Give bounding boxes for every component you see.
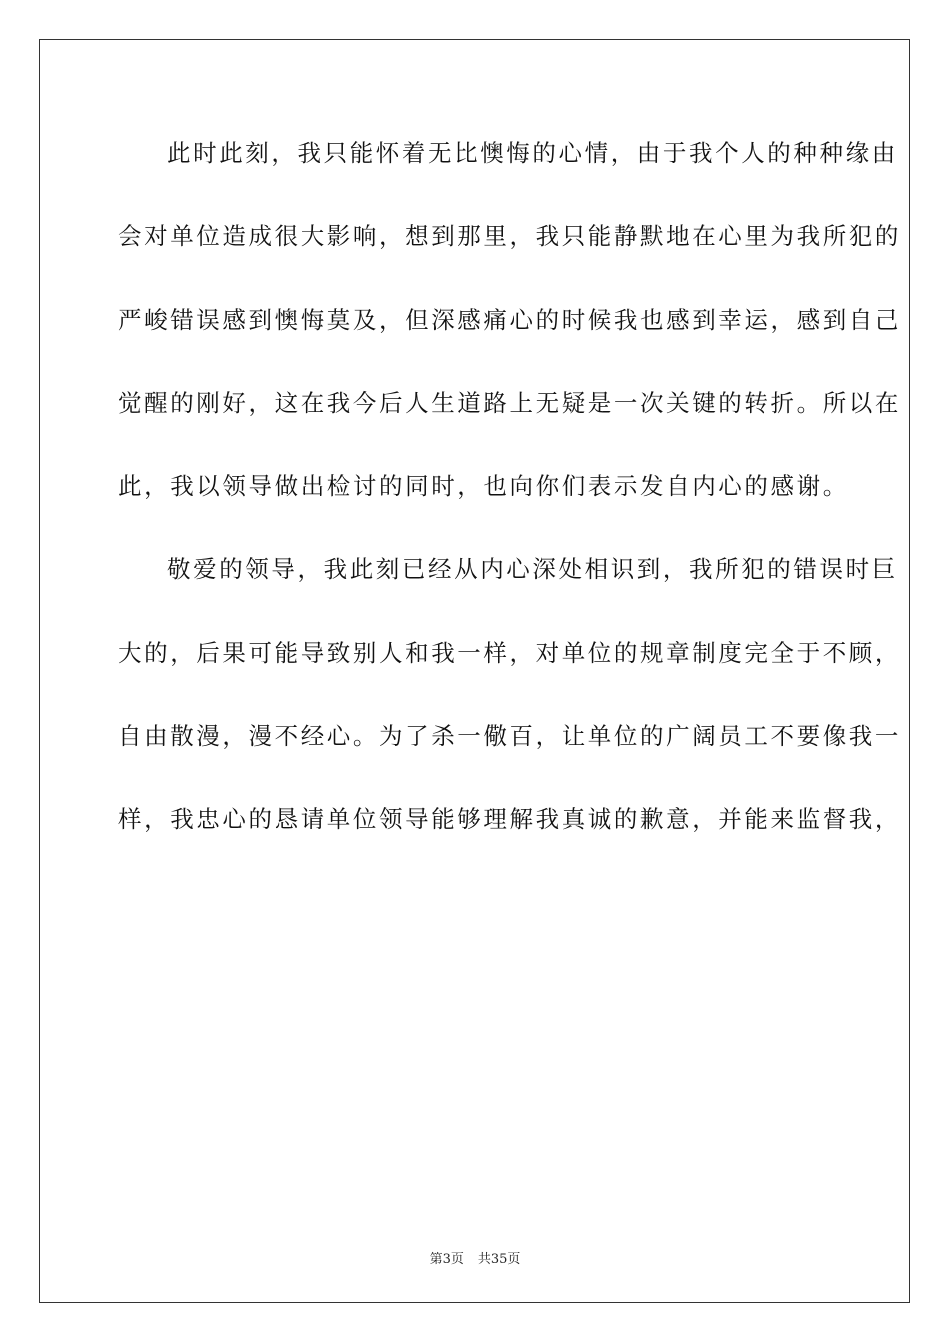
paragraph-line: 觉醒的刚好，这在我今后人生道路上无疑是一次关键的转折。所以在 [118, 388, 901, 417]
total-page-count: 共35页 [477, 1252, 521, 1267]
paragraph-line: 敬爱的领导，我此刻已经从内心深处相识到，我所犯的错误时巨 [167, 555, 898, 584]
paragraph-line: 此时此刻，我只能怀着无比懊悔的心情，由于我个人的种种缘由 [167, 139, 898, 167]
paragraph-line: 样，我忠心的恳请单位领导能够理解我真诚的歉意，并能来监督我， [118, 805, 901, 834]
paragraph-line: 会对单位造成很大影响，想到那里，我只能静默地在心里为我所犯的 [118, 222, 901, 251]
current-page-number: 第3页 [429, 1252, 464, 1267]
paragraph-line: 此，我以领导做出检讨的同时，也向你们表示发自内心的感谢。 [118, 472, 849, 501]
paragraph-line: 严峻错误感到懊悔莫及，但深感痛心的时候我也感到幸运，感到自己 [118, 305, 901, 334]
page-footer [0, 1248, 950, 1267]
paragraph-line: 大的，后果可能导致别人和我一样，对单位的规章制度完全于不顾， [118, 638, 901, 667]
paragraph-line: 自由散漫，漫不经心。为了杀一儆百，让单位的广阔员工不要像我一 [118, 722, 901, 751]
document-body [118, 125, 901, 875]
